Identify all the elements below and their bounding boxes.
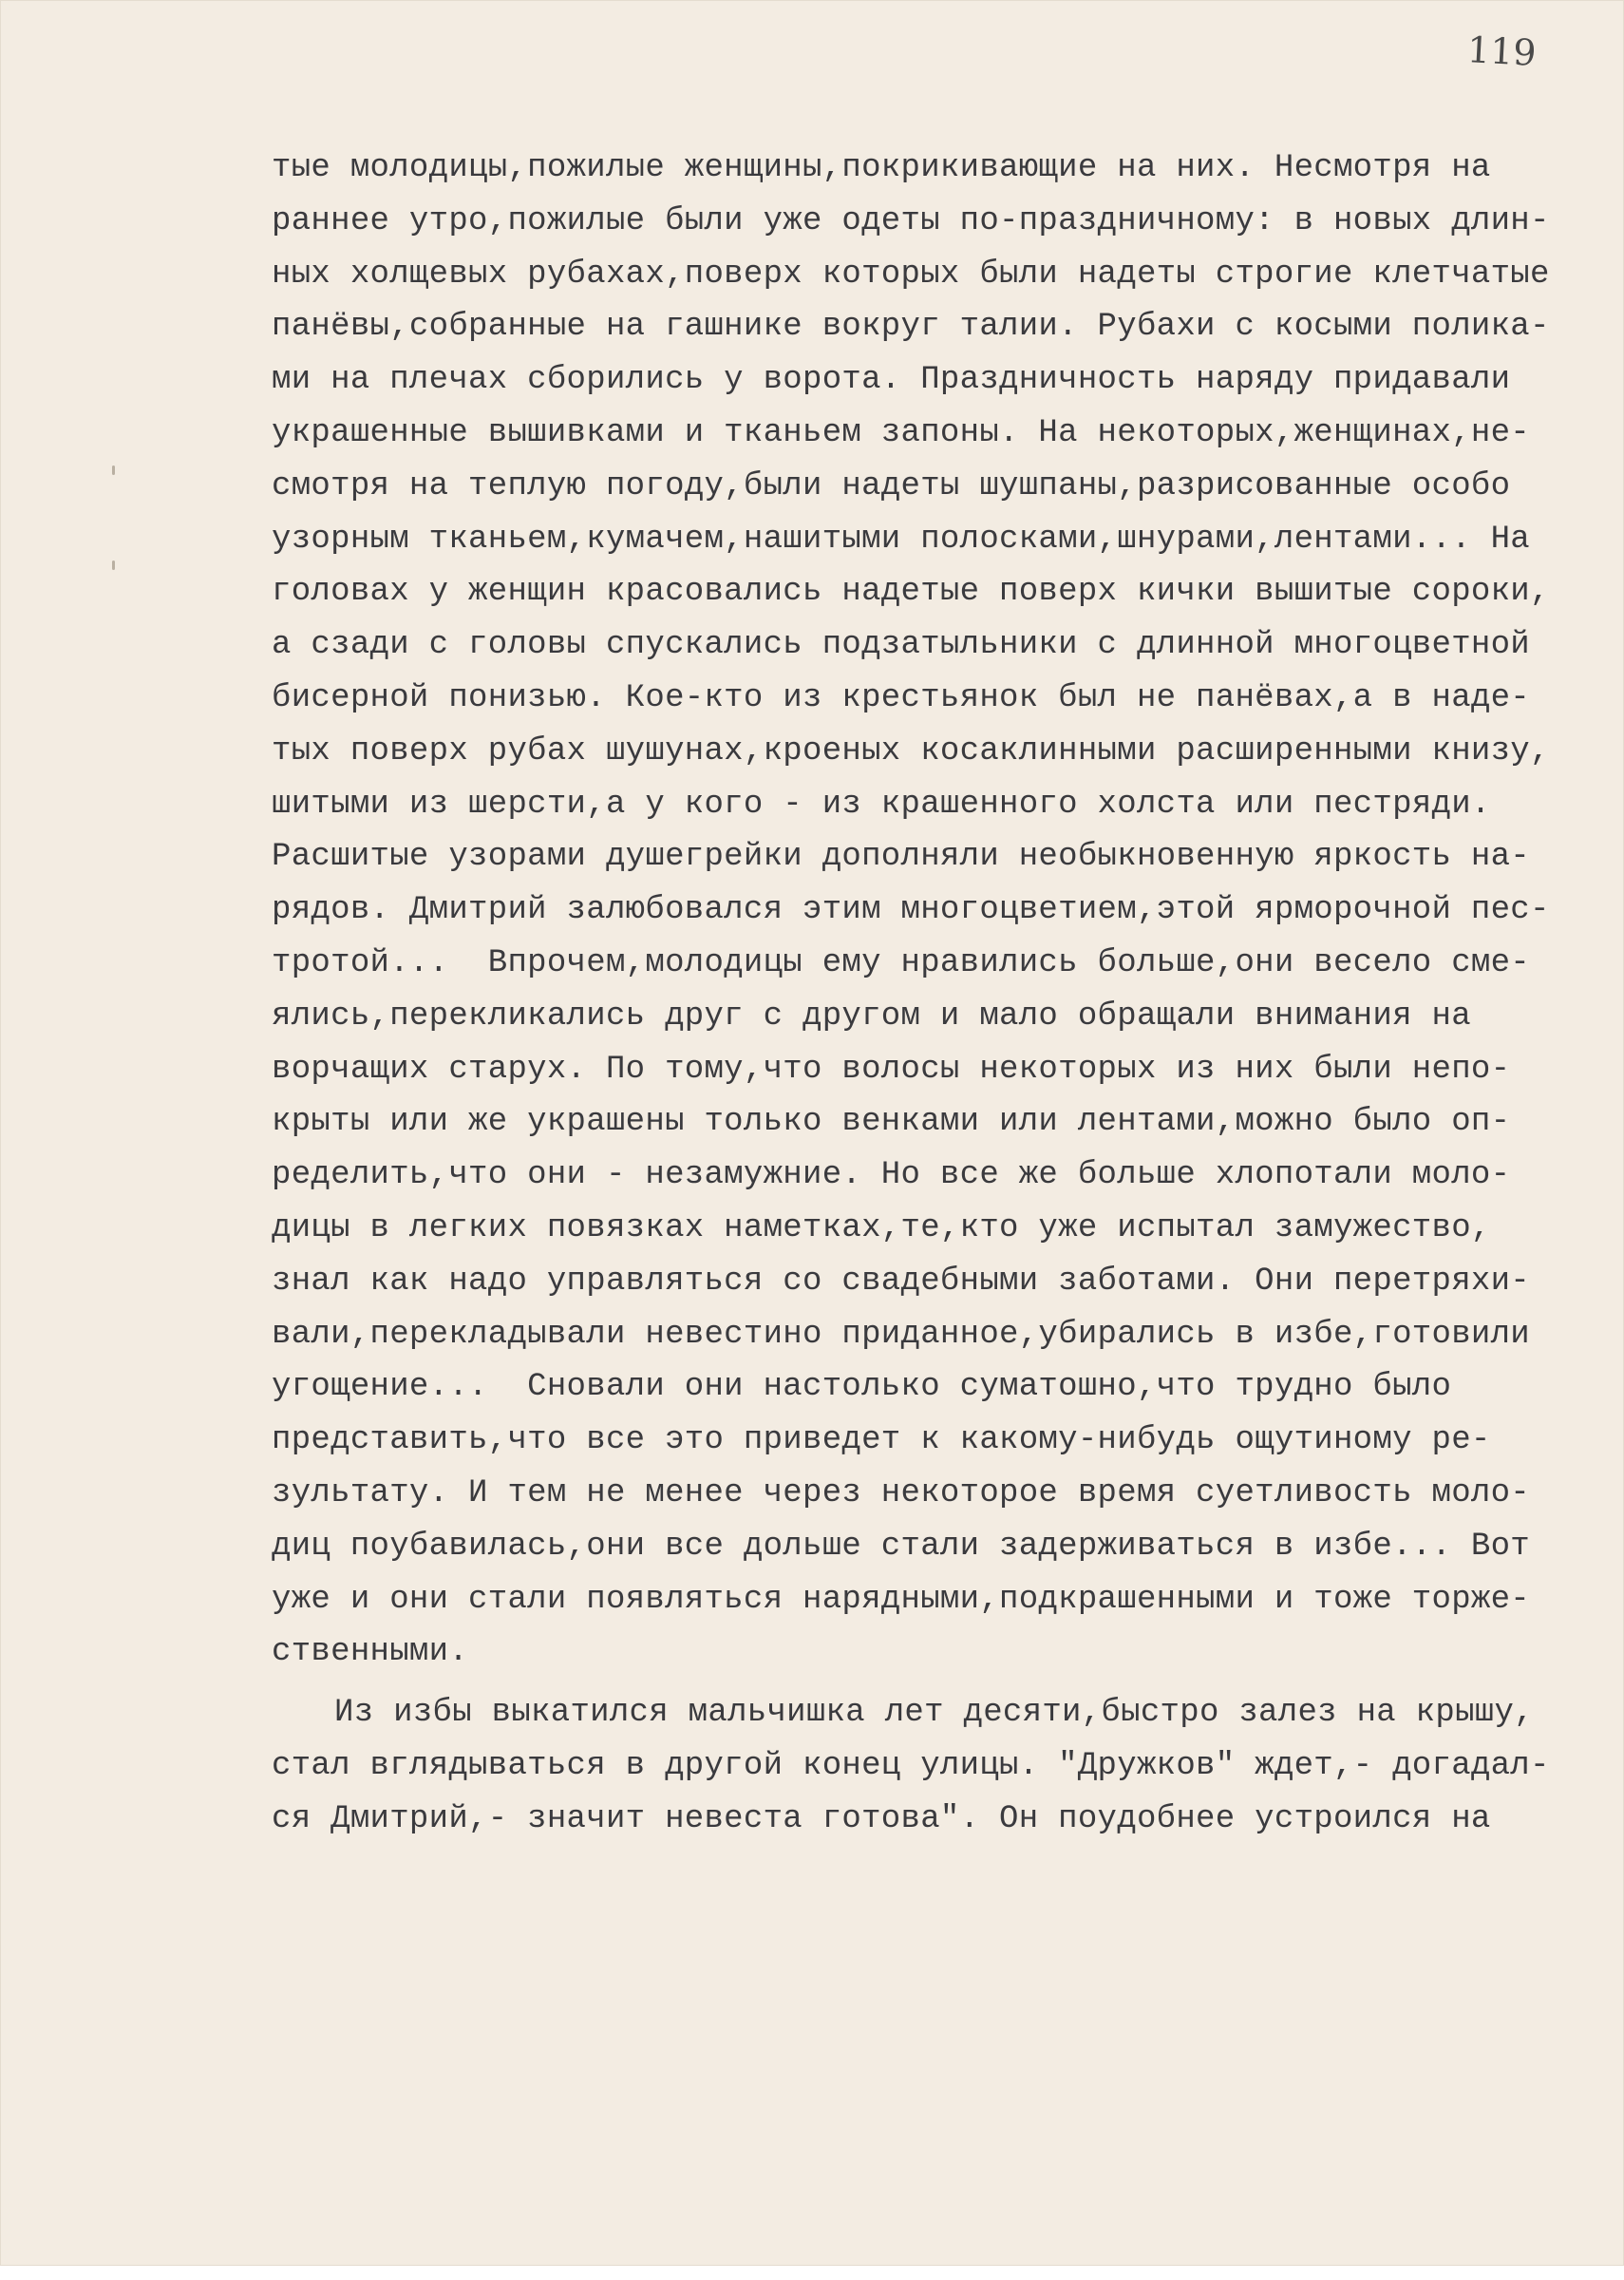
text-line: зультату. И тем не менее через некоторое время суетливость моло-: [272, 1474, 1531, 1511]
text-line: украшенные вышивками и тканьем запоны. На некоторых,женщинах,не-: [272, 414, 1531, 451]
paragraph-gap: [272, 1680, 1563, 1687]
text-line: панёвы,собранные на гашнике вокруг талии. Рубахи с косыми полика-: [272, 309, 1550, 346]
paper-mark: [112, 560, 115, 570]
text-line: головах у женщин красовались надетые поверх кички вышитые сороки,: [272, 574, 1550, 611]
text-line: диц поубавилась,они все дольше стали задерживаться в избе... Вот: [272, 1528, 1531, 1565]
text-line: крыты или же украшены только венками или лентами,можно было оп-: [272, 1104, 1511, 1141]
text-line: смотря на теплую погоду,были надеты шушпаны,разрисованные особо: [272, 467, 1511, 504]
paper-mark: [112, 466, 115, 475]
text-line: ворчащих старух. По тому,что волосы некоторых из них были непо-: [272, 1051, 1511, 1088]
text-line: Из избы выкатился мальчишка лет десяти,быстро залез на крышу,: [334, 1695, 1534, 1732]
text-line: раннее утро,пожилые были уже одеты по-праздничному: в новых длин-: [272, 202, 1550, 239]
text-line: тых поверх рубах шушунах,кроеных косаклинными расширенными книзу,: [272, 732, 1550, 770]
text-line: дицы в легких повязках наметках,те,кто уже испытал замужество,: [272, 1209, 1491, 1246]
text-line: стал вглядываться в другой конец улицы. "Дружков" ждет,- догадал-: [272, 1747, 1550, 1784]
text-line: ределить,что они - незамужние. Но все же больше хлопотали моло-: [272, 1157, 1511, 1194]
text-line: шитыми из шерсти,а у кого - из крашенного холста или пестряди.: [272, 786, 1491, 823]
page-number: 119: [1466, 28, 1539, 74]
text-line: уже и они стали появляться нарядными,подкрашенными и тоже торже-: [272, 1581, 1531, 1618]
paragraph-1: [272, 142, 1563, 1680]
text-line: тые молодицы,пожилые женщины,покрикивающие на них. Несмотря на: [272, 150, 1491, 186]
text-line: представить,что все это приведет к какому-нибудь ощутиному ре-: [272, 1422, 1491, 1459]
text-line: тротой... Впрочем,молодицы ему нравились больше,они весело сме-: [272, 944, 1531, 981]
text-line: ся Дмитрий,- значит невеста готова". Он поудобнее устроился на: [272, 1800, 1491, 1837]
paragraph-2: [272, 1687, 1563, 1846]
text-line: рядов. Дмитрий залюбовался этим многоцветием,этой ярморочной пес-: [272, 892, 1550, 929]
typewritten-text: [272, 142, 1563, 1847]
text-line: ми на плечах сборились у ворота. Праздничность наряду придавали: [272, 362, 1511, 399]
text-line: ялись,перекликались друг с другом и мало обращали внимания на: [272, 998, 1471, 1035]
text-line: Расшитые узорами душегрейки дополняли необыкновенную яркость на-: [272, 839, 1531, 876]
text-line: ственными.: [272, 1634, 469, 1671]
text-line: узорным тканьем,кумачем,нашитыми полосками,шнурами,лентами... На: [272, 521, 1531, 558]
text-line: знал как надо управляться со свадебными заботами. Они перетряхи-: [272, 1263, 1531, 1300]
text-line: угощение... Сновали они настолько суматошно,что трудно было: [272, 1369, 1452, 1406]
text-line: бисерной понизью. Кое-кто из крестьянок был не панёвах,а в наде-: [272, 679, 1531, 716]
text-line: ных холщевых рубахах,поверх которых были надеты строгие клетчатые: [272, 256, 1550, 293]
text-line: вали,перекладывали невестино приданное,убирались в избе,готовили: [272, 1316, 1531, 1353]
text-line: а сзади с головы спускались подзатыльники с длинной многоцветной: [272, 627, 1531, 664]
